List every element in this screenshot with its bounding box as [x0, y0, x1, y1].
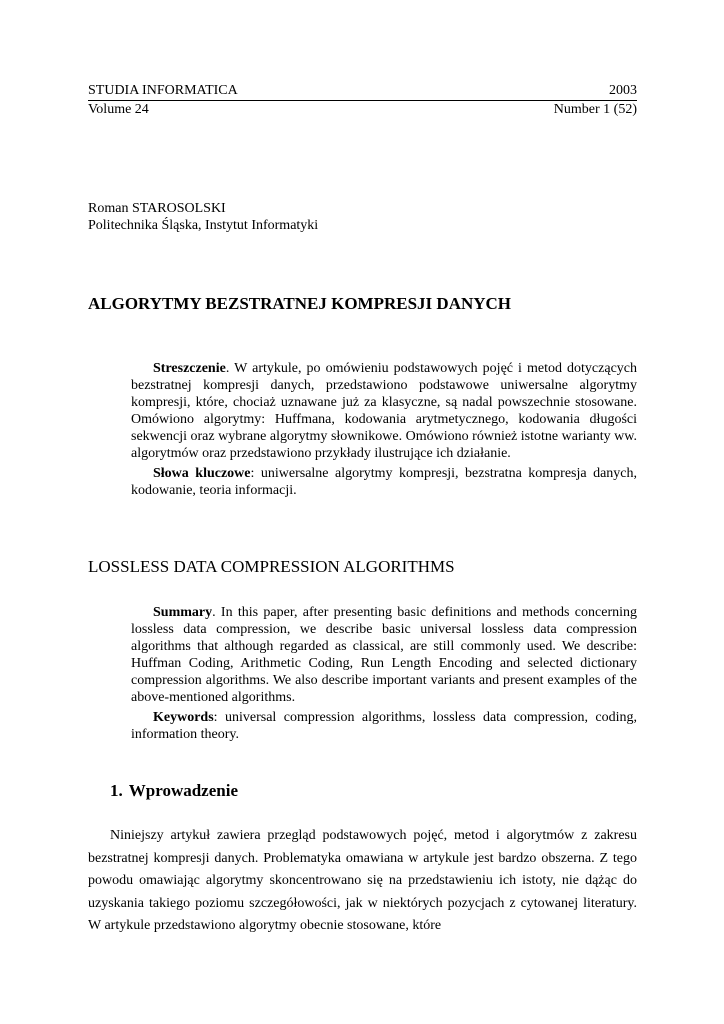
abstract-polish-label: Streszczenie	[153, 361, 226, 376]
running-header-bottom	[88, 102, 637, 118]
abstract-english-label: Summary	[153, 605, 213, 620]
abstract-english-paragraph	[131, 604, 637, 706]
keywords-polish-paragraph	[131, 465, 637, 499]
abstract-polish	[131, 360, 637, 499]
keywords-polish-text: : uniwersalne algorytmy kompresji, bezstratna kompresja danych, kodowanie, teoria informacji.	[131, 466, 638, 498]
keywords-english-label: Keywords	[153, 710, 214, 725]
running-header-top	[88, 83, 637, 99]
journal-year: 2003	[609, 83, 637, 98]
abstract-english	[131, 604, 637, 743]
author-block	[88, 200, 318, 234]
journal-number: Number 1 (52)	[553, 102, 637, 117]
body-paragraph: Niniejszy artykuł zawiera przegląd podstawowych pojęć, metod i algorytmów z zakresu bezstratnej kompresji danych. Problematyka omawiana w artykule jest bardzo obszerna. Z tego powodu omawiając algorytmy skoncentrowano się na przedstawieniu ich istoty, nie dążąc do uzyskania takiego poziomu szczegółowości, jak w niektórych pozycjach z cytowanej literatury. W artykule przedstawiono algorytmy obecnie stosowane, które	[88, 828, 637, 933]
section-number: 1.	[110, 781, 123, 800]
keywords-english-paragraph	[131, 709, 637, 743]
journal-volume: Volume 24	[88, 102, 149, 117]
header-rule	[88, 100, 637, 101]
section-title: Wprowadzenie	[128, 781, 238, 800]
paper-title-polish: ALGORYTMY BEZSTRATNEJ KOMPRESJI DANYCH	[88, 294, 512, 313]
paper-title-english: LOSSLESS DATA COMPRESSION ALGORITHMS	[88, 557, 455, 576]
author-name: Roman STAROSOLSKI	[88, 201, 226, 216]
keywords-polish-label: Słowa kluczowe	[153, 466, 251, 481]
abstract-english-text: . In this paper, after presenting basic definitions and methods concerning lossless data compression, we describe basic universal lossless data compression algorithms that although regarded as classical, are still commonly used. We describe: Huffman Coding, Arithmetic Coding, Run Length Encoding and selected dictionary compression algorithms. We also describe important variants and present examples of the above-mentioned algorithms.	[131, 605, 637, 705]
journal-name: STUDIA INFORMATICA	[88, 83, 238, 98]
section-heading	[110, 781, 238, 801]
abstract-polish-text: . W artykule, po omówieniu podstawowych pojęć i metod dotyczących bezstratnej kompresji danych, przedstawiono podstawowe uniwersalne algorytmy kompresji, które, chociaż uznawane już za klasyczne, są nadal powszechnie stosowane. Omówiono algorytmy: Huffmana, kodowania arytmetycznego, kodowania długości sekwencji oraz wybrane algorytmy słownikowe. Omówiono również istotne warianty ww. algorytmów oraz przedstawiono przykłady ilustrujące ich działanie.	[131, 361, 637, 461]
abstract-polish-paragraph	[131, 360, 637, 462]
author-affiliation: Politechnika Śląska, Instytut Informatyki	[88, 218, 319, 233]
keywords-english-text: : universal compression algorithms, lossless data compression, coding, information theory.	[131, 710, 637, 742]
